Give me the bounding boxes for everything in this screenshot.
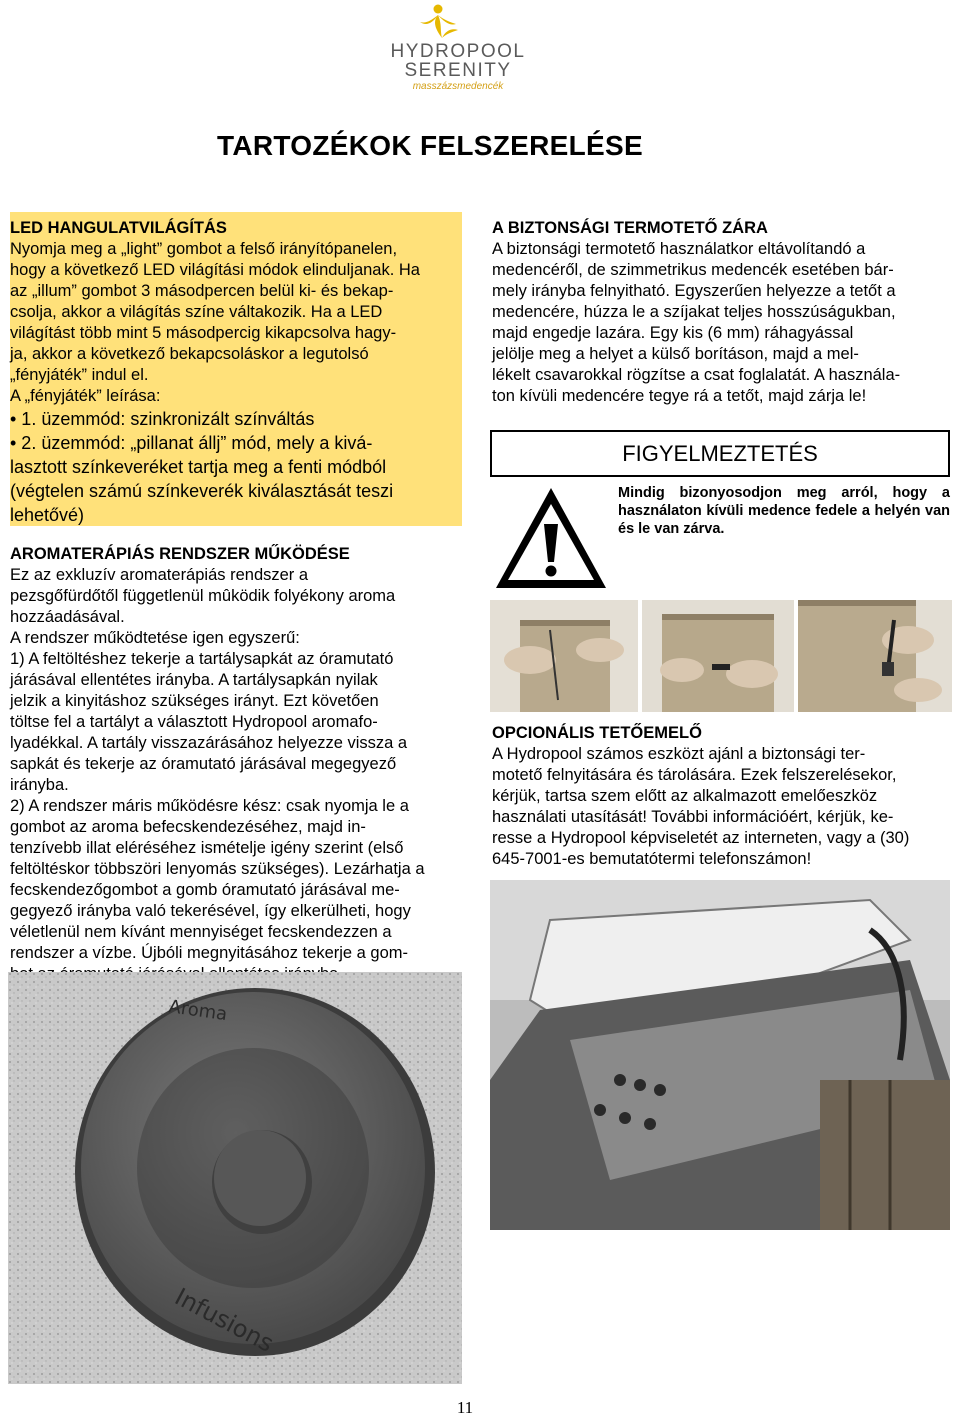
lock-heading: A BIZTONSÁGI TERMOTETŐ ZÁRA	[492, 219, 768, 237]
aroma-line: irányba.	[10, 776, 69, 794]
warning-triangle-icon	[492, 484, 610, 592]
led-line: csolja, akkor a világítás színe váltakozik. Ha a LED	[10, 303, 383, 321]
aroma-line: hozzáadásával.	[10, 608, 125, 626]
led-mode-2-line: lehetővé)	[10, 505, 85, 525]
led-section	[10, 218, 456, 527]
logo-flame-icon	[380, 0, 530, 44]
led-line: „fényjáték” indul el.	[10, 366, 149, 384]
warning-title: FIGYELMEZTETÉS	[622, 441, 818, 466]
page-title: TARTOZÉKOK FELSZERELÉSE	[217, 130, 643, 161]
aroma-line: véletlenül nem kívánt mennyiséget fecskendezzen a	[10, 923, 392, 941]
aroma-cap-photo	[8, 972, 462, 1384]
cover-lifter-photo	[490, 880, 950, 1230]
cap-label-bottom: Infusions	[170, 1282, 279, 1358]
aroma-line: rendszer a vízbe. Újbóli megnyitásához tekerje a gom-	[10, 944, 409, 962]
aroma-line: jelzik a kinyitáshoz szükséges irányt. Ezt követően	[10, 692, 379, 710]
page-number: 11	[456, 1398, 474, 1417]
lifter-line: használati utasítását! További információért, kérjük, ke-	[492, 808, 894, 826]
lifter-line: A Hydropool számos eszközt ajánl a biztonsági ter-	[492, 745, 866, 763]
aroma-line: gombot az aroma befecskendezéséhez, majd in-	[10, 818, 366, 836]
aroma-line: tenzívebb illat eléréséhez ismételje igény szerint (első	[10, 839, 404, 857]
aroma-heading: AROMATERÁPIÁS RENDSZER MŰKÖDÉSE	[10, 545, 350, 563]
lock-line: medencéről, de szimmetrikus medencék esetében bár-	[492, 261, 894, 279]
lifter-heading: OPCIONÁLIS TETŐEMELŐ	[492, 724, 702, 742]
lifter-line: resse a Hydropool képviseletét az interneten, vagy a (30)	[492, 829, 910, 847]
led-line: Nyomja meg a „light” gombot a felső irányítópanelen,	[10, 240, 398, 258]
aroma-line: járásával ellentétes irányba. A tartálysapkán nyilak	[10, 671, 378, 689]
lifter-line: 645-7001-es bemutatótermi telefonszámon!	[492, 850, 812, 868]
lifter-section	[492, 723, 948, 870]
aroma-section	[10, 544, 458, 985]
led-line: A „fényjáték” leírása:	[10, 387, 161, 405]
lock-line: ton kívüli medencére tegye rá a tetőt, majd zárja le!	[492, 387, 867, 405]
lock-line: A biztonsági termotető használatkor eltávolítandó a	[492, 240, 866, 258]
led-line: hogy a következő LED világítási módok elinduljanak. Ha	[10, 261, 420, 279]
aroma-line: gegyező irányba való tekerésével, így elkerülheti, hogy	[10, 902, 411, 920]
aroma-line: sapkát és tekerje az óramutató járásával megegyező	[10, 755, 397, 773]
lock-section	[492, 218, 948, 407]
aroma-line: töltse fel a tartályt a választott Hydropool aromafo-	[10, 713, 378, 731]
strap-photo-1	[490, 600, 638, 712]
lock-line: mely irányba felnyitható. Egyszerűen helyezze a tetőt a	[492, 282, 896, 300]
aroma-cap-illustration	[8, 972, 462, 1384]
brand-logo	[380, 0, 530, 100]
led-mode-2-line: (végtelen számú színkeverék kiválasztását teszi	[10, 481, 394, 501]
strap-photo-2	[642, 600, 794, 712]
aroma-line: fecskendezőgombot a gomb óramutató járásával me-	[10, 881, 400, 899]
aroma-line: pezsgőfürdőtől függetlenül mûködik folyékony aroma	[10, 587, 396, 605]
aroma-line: A rendszer működtetése igen egyszerű:	[10, 629, 300, 647]
led-line: az „illum” gombot 3 másodpercen belül ki- és bekap-	[10, 282, 394, 300]
logo-brand-line2: SERENITY	[404, 60, 512, 81]
aroma-line: lyadékkal. A tartály visszazárásához helyezze vissza a	[10, 734, 408, 752]
led-mode-2-line: • 2. üzemmód: „pillanat állj” mód, mely a kivá-	[10, 433, 373, 453]
strap-photo-3	[798, 600, 952, 712]
lifter-line: kérjük, tartsa szem előtt az alkalmazott emelőeszköz	[492, 787, 878, 805]
aroma-line: Ez az exkluzív aromaterápiás rendszer a	[10, 566, 309, 584]
cap-label-top: Aroma	[167, 996, 229, 1026]
lock-line: lékelt csavarokkal rögzítse a csat foglalatát. A használa-	[492, 366, 901, 384]
aroma-line: 2) A rendszer máris működésre kész: csak nyomja le a	[10, 797, 409, 815]
lifter-line: motető felnyitására és tárolására. Ezek felszerelésekor,	[492, 766, 897, 784]
logo-brand-line1: HYDROPOOL	[390, 41, 526, 62]
lock-line: medencére, húzza le a szíjakat teljes hosszúságukban,	[492, 303, 896, 321]
led-heading: LED HANGULATVILÁGÍTÁS	[10, 219, 227, 237]
led-line: világítást több mint 5 másodpercig kikapcsolva hagy-	[10, 324, 397, 342]
led-line: ja, akkor a következő bekapcsoláskor a legutolsó	[10, 345, 369, 363]
lock-line: majd engedje lazára. Egy kis (6 mm) ráhagyással	[492, 324, 854, 342]
led-mode-1: • 1. üzemmód: szinkronizált színváltás	[10, 409, 315, 429]
aroma-line: feltöltéskor többszöri lenyomás szükséges). Lezárhatja a	[10, 860, 425, 878]
warning-note: Mindig bizonyosodjon meg arról, hogy a használaton kívüli medence fedele a helyén van és le van zárva.	[618, 485, 950, 537]
warning-box	[490, 430, 950, 477]
led-mode-2-line: lasztott színkeveréket tartja meg a fenti módból	[10, 457, 387, 477]
logo-tagline: masszázsmedencék	[412, 81, 504, 92]
lock-line: jelölje meg a helyet a külső borításon, majd a mel-	[492, 345, 859, 363]
aroma-line: 1) A feltöltéshez tekerje a tartálysapkát az óramutató	[10, 650, 394, 668]
